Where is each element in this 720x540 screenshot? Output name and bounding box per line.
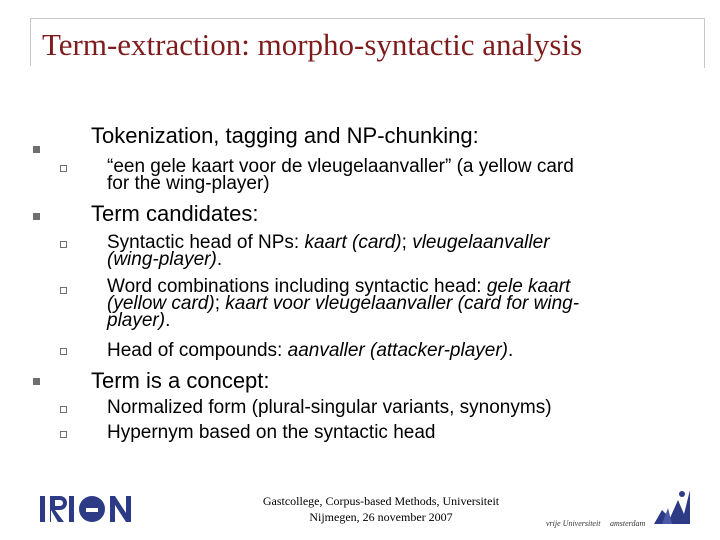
bullet-term-candidates: Term candidates: bbox=[91, 201, 259, 226]
hollow-bullet-icon bbox=[60, 241, 67, 248]
sub-hypernym: Hypernym based on the syntactic head bbox=[107, 422, 436, 443]
sub-head-of-compounds: Head of compounds: aanvaller (attacker-player). bbox=[107, 340, 514, 361]
hollow-bullet-icon bbox=[60, 431, 67, 438]
irion-logo bbox=[40, 494, 150, 529]
sub-example-sentence: “een gele kaart voor de vleugelaanvaller” (a yellow card for the wing-player) bbox=[107, 156, 574, 194]
title-frame-right bbox=[704, 18, 705, 68]
hollow-bullet-icon bbox=[60, 165, 67, 172]
slide-title: Term-extraction: morpho-syntactic analysis bbox=[42, 27, 583, 62]
sub-syntactic-head: Syntactic head of NPs: kaart (card); vleugelaanvaller (wing-player). bbox=[107, 232, 550, 270]
hollow-bullet-icon bbox=[60, 287, 67, 294]
svg-text:amsterdam: amsterdam bbox=[610, 519, 646, 528]
square-bullet-icon bbox=[33, 146, 40, 153]
square-bullet-icon bbox=[33, 213, 40, 220]
sub-word-combinations: Word combinations including syntactic head: gele kaart (yellow card); kaart voor vleugelaanvaller (card for wing- player). bbox=[107, 276, 580, 331]
title-frame-left bbox=[30, 18, 31, 66]
sub-normalized-form: Normalized form (plural-singular variants, synonyms) bbox=[107, 397, 552, 418]
bullet-term-is-concept: Term is a concept: bbox=[91, 368, 270, 393]
bullet-tokenization: Tokenization, tagging and NP-chunking: bbox=[91, 123, 479, 148]
hollow-bullet-icon bbox=[60, 406, 67, 413]
svg-text:vrije Universiteit: vrije Universiteit bbox=[546, 519, 601, 528]
hollow-bullet-icon bbox=[60, 348, 67, 355]
square-bullet-icon bbox=[33, 378, 40, 385]
vu-amsterdam-logo bbox=[544, 480, 694, 535]
title-frame-top bbox=[30, 18, 705, 19]
footer-text: Gastcollege, Corpus-based Methods, Universiteit Nijmegen, 26 november 2007 bbox=[262, 494, 500, 524]
